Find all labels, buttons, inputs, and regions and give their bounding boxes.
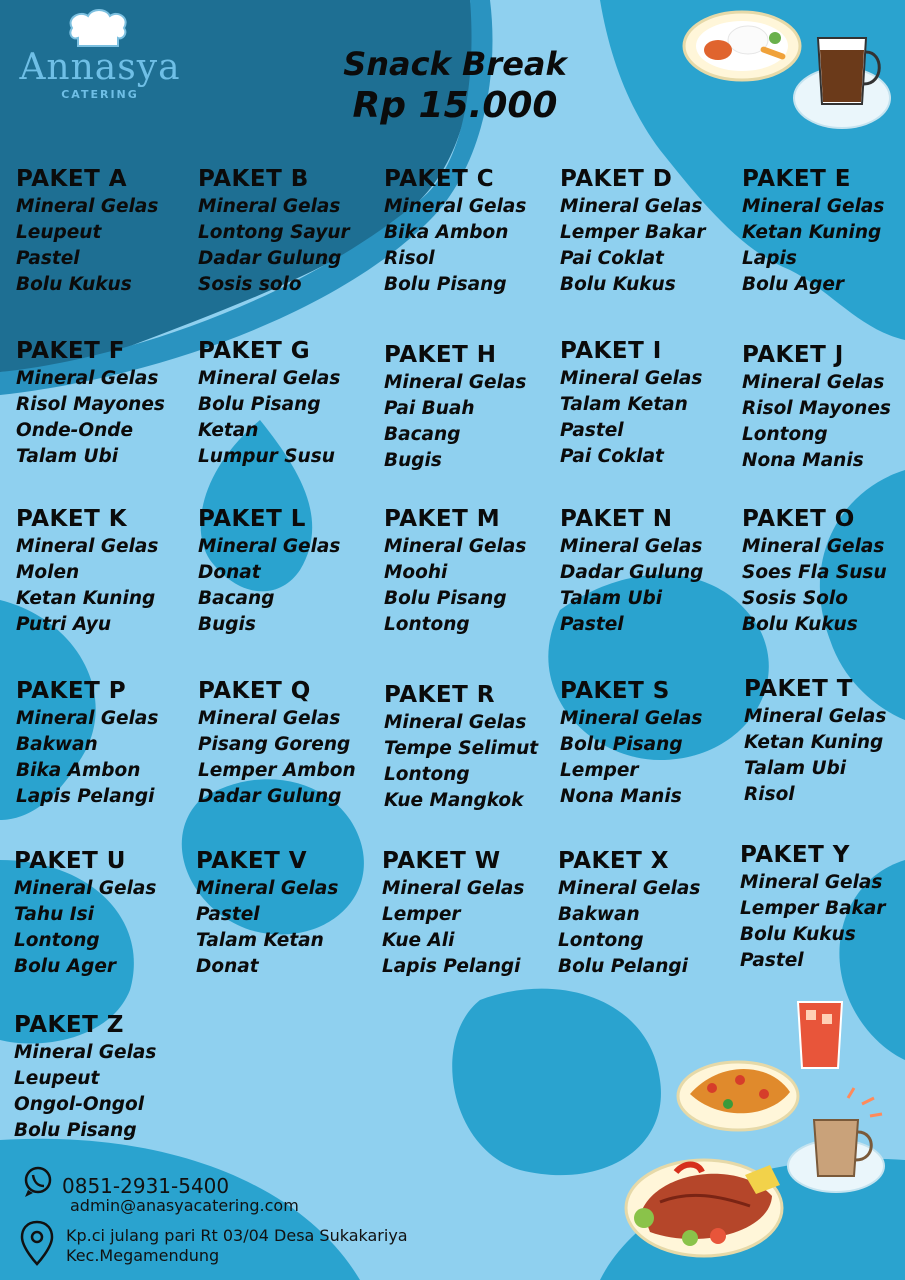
- package-name: PAKET U: [14, 848, 126, 874]
- package-item: Talam Ketan: [196, 930, 324, 951]
- package-item: Mineral Gelas: [384, 712, 527, 733]
- package-item: Ongol-Ongol: [14, 1094, 145, 1115]
- package-item: Donat: [196, 956, 259, 977]
- package-item: Lumpur Susu: [198, 446, 335, 467]
- package-item: Talam Ketan: [560, 394, 688, 415]
- email-address: admin@anasyacatering.com: [70, 1196, 299, 1215]
- package-item: Mineral Gelas: [384, 196, 527, 217]
- package-item: Mineral Gelas: [558, 878, 701, 899]
- package-name: PAKET R: [384, 682, 495, 708]
- package-item: Bugis: [384, 450, 442, 471]
- package-item: Mineral Gelas: [198, 708, 341, 729]
- package-item: Bolu Pisang: [384, 588, 507, 609]
- package-item: Lemper Ambon: [198, 760, 356, 781]
- package-item: Dadar Gulung: [198, 248, 342, 269]
- package-name: PAKET J: [742, 342, 844, 368]
- package-item: Mineral Gelas: [14, 1042, 157, 1063]
- package-item: Bolu Pisang: [384, 274, 507, 295]
- package-item: Soes Fla Susu: [742, 562, 887, 583]
- package-item: Bolu Ager: [14, 956, 116, 977]
- package-card: [16, 336, 206, 470]
- package-card: [198, 164, 388, 298]
- address: [66, 1226, 408, 1266]
- package-item: Ketan Kuning: [744, 732, 884, 753]
- package-item: Lemper: [560, 760, 639, 781]
- package-item: Bolu Kukus: [16, 274, 132, 295]
- package-card: [558, 846, 748, 980]
- package-item: Sosis Solo: [742, 588, 848, 609]
- package-item: Ketan Kuning: [16, 588, 156, 609]
- package-item: Tempe Selimut: [384, 738, 539, 759]
- phone-number: 0851-2931-5400: [62, 1174, 230, 1198]
- package-item: Risol: [384, 248, 435, 269]
- package-item: Onde-Onde: [16, 420, 134, 441]
- package-name: PAKET X: [558, 848, 670, 874]
- package-item: Pai Buah: [384, 398, 475, 419]
- package-card: [14, 846, 204, 980]
- package-name: PAKET D: [560, 166, 673, 192]
- package-item: Pastel: [560, 420, 624, 441]
- package-item: Bacang: [384, 424, 461, 445]
- package-name: PAKET Y: [740, 842, 850, 868]
- snack-plate-icon: [678, 1062, 798, 1130]
- rice-plate-icon: [684, 12, 800, 80]
- package-item: Mineral Gelas: [16, 536, 159, 557]
- package-name: PAKET N: [560, 506, 673, 532]
- package-card: [742, 164, 905, 298]
- package-card: [560, 504, 750, 638]
- package-name: PAKET A: [16, 166, 128, 192]
- package-item: Ketan: [198, 420, 259, 441]
- package-card: [384, 164, 574, 298]
- package-item: Ketan Kuning: [742, 222, 882, 243]
- package-card: [384, 340, 574, 474]
- package-card: [560, 164, 750, 298]
- package-item: Bika Ambon: [384, 222, 509, 243]
- package-name: PAKET S: [560, 678, 670, 704]
- package-item: Bolu Kukus: [742, 614, 858, 635]
- package-item: Lapis: [742, 248, 797, 269]
- package-item: Lontong: [558, 930, 644, 951]
- brand-subtitle: CATERING: [61, 88, 139, 101]
- package-item: Lontong: [384, 614, 470, 635]
- package-item: Mineral Gelas: [742, 536, 885, 557]
- package-item: Bika Ambon: [16, 760, 141, 781]
- package-item: Mineral Gelas: [196, 878, 339, 899]
- package-card: [14, 1010, 204, 1144]
- package-item: Lapis Pelangi: [382, 956, 521, 977]
- package-item: Pastel: [560, 614, 624, 635]
- package-name: PAKET O: [742, 506, 855, 532]
- package-item: Mineral Gelas: [384, 536, 527, 557]
- package-name: PAKET C: [384, 166, 495, 192]
- package-item: Bakwan: [16, 734, 98, 755]
- package-name: PAKET E: [742, 166, 851, 192]
- package-item: Mineral Gelas: [560, 536, 703, 557]
- package-card: [560, 336, 750, 470]
- package-item: Bolu Pisang: [198, 394, 321, 415]
- package-name: PAKET V: [196, 848, 308, 874]
- package-item: Mineral Gelas: [16, 368, 159, 389]
- package-card: [384, 680, 574, 814]
- package-item: Bolu Pisang: [560, 734, 683, 755]
- package-item: Mineral Gelas: [198, 368, 341, 389]
- iced-tea-glass-icon: [798, 1002, 842, 1068]
- package-name: PAKET F: [16, 338, 125, 364]
- package-card: [740, 840, 905, 974]
- package-card: [196, 846, 386, 980]
- package-card: [198, 676, 388, 810]
- package-item: Pastel: [16, 248, 80, 269]
- package-name: PAKET H: [384, 342, 497, 368]
- menu-title: Snack Break: [343, 45, 567, 83]
- package-item: Lemper Bakar: [740, 898, 886, 919]
- package-item: Risol Mayones: [16, 394, 165, 415]
- package-item: Lemper: [382, 904, 461, 925]
- package-card: [198, 336, 388, 470]
- package-item: Mineral Gelas: [740, 872, 883, 893]
- package-name: PAKET I: [560, 338, 662, 364]
- noodle-plate-icon: [626, 1160, 782, 1256]
- package-item: Dadar Gulung: [198, 786, 342, 807]
- package-item: Bolu Kukus: [740, 924, 856, 945]
- package-item: Kue Mangkok: [384, 790, 524, 811]
- package-name: PAKET P: [16, 678, 127, 704]
- package-item: Pai Coklat: [560, 446, 664, 467]
- menu-price: Rp 15.000: [352, 85, 558, 126]
- package-item: Mineral Gelas: [16, 196, 159, 217]
- package-item: Donat: [198, 562, 261, 583]
- package-item: Lontong: [14, 930, 100, 951]
- package-item: Mineral Gelas: [382, 878, 525, 899]
- package-item: Nona Manis: [742, 450, 864, 471]
- package-item: Mineral Gelas: [744, 706, 887, 727]
- package-card: [198, 504, 388, 638]
- package-item: Lapis Pelangi: [16, 786, 155, 807]
- package-item: Bolu Ager: [742, 274, 844, 295]
- package-item: Bugis: [198, 614, 256, 635]
- package-item: Lontong: [384, 764, 470, 785]
- package-name: PAKET T: [744, 676, 853, 702]
- package-card: [16, 504, 206, 638]
- package-card: [742, 504, 905, 638]
- address-line-2: Kec.Megamendung: [66, 1246, 220, 1265]
- package-item: Dadar Gulung: [560, 562, 704, 583]
- package-name: PAKET Z: [14, 1012, 124, 1038]
- package-item: Leupeut: [16, 222, 102, 243]
- package-item: Mineral Gelas: [742, 196, 885, 217]
- package-item: Mineral Gelas: [560, 196, 703, 217]
- package-item: Moohi: [384, 562, 448, 583]
- package-item: Risol: [744, 784, 795, 805]
- package-name: PAKET K: [16, 506, 128, 532]
- package-item: Mineral Gelas: [560, 368, 703, 389]
- package-name: PAKET L: [198, 506, 306, 532]
- package-item: Mineral Gelas: [560, 708, 703, 729]
- package-item: Mineral Gelas: [384, 372, 527, 393]
- package-item: Pai Coklat: [560, 248, 664, 269]
- package-card: [744, 674, 905, 808]
- package-item: Bolu Pisang: [14, 1120, 137, 1141]
- package-item: Lemper Bakar: [560, 222, 706, 243]
- package-item: Talam Ubi: [560, 588, 663, 609]
- package-item: Mineral Gelas: [16, 708, 159, 729]
- package-item: Pastel: [196, 904, 260, 925]
- package-name: PAKET G: [198, 338, 311, 364]
- package-item: Bacang: [198, 588, 275, 609]
- package-item: Mineral Gelas: [14, 878, 157, 899]
- package-item: Bolu Pelangi: [558, 956, 688, 977]
- package-name: PAKET B: [198, 166, 309, 192]
- brand-logo: [10, 14, 190, 101]
- package-item: Risol Mayones: [742, 398, 891, 419]
- package-item: Lontong: [742, 424, 828, 445]
- package-item: Nona Manis: [560, 786, 682, 807]
- package-card: [16, 164, 206, 298]
- package-item: Sosis solo: [198, 274, 302, 295]
- package-card: [560, 676, 750, 810]
- package-name: PAKET Q: [198, 678, 311, 704]
- package-item: Pastel: [740, 950, 804, 971]
- package-card: [742, 340, 905, 474]
- package-item: Lontong Sayur: [198, 222, 350, 243]
- package-item: Talam Ubi: [744, 758, 847, 779]
- menu-header: [300, 44, 610, 128]
- package-item: Molen: [16, 562, 80, 583]
- package-item: Pisang Goreng: [198, 734, 351, 755]
- package-item: Bolu Kukus: [560, 274, 676, 295]
- package-card: [382, 846, 572, 980]
- package-card: [16, 676, 206, 810]
- package-name: PAKET W: [382, 848, 501, 874]
- package-item: Leupeut: [14, 1068, 100, 1089]
- package-item: Kue Ali: [382, 930, 455, 951]
- package-item: Mineral Gelas: [742, 372, 885, 393]
- address-line-1: Kp.ci julang pari Rt 03/04 Desa Sukakariya: [66, 1226, 408, 1245]
- package-item: Putri Ayu: [16, 614, 112, 635]
- brand-name: Annasya: [19, 47, 181, 88]
- package-name: PAKET M: [384, 506, 501, 532]
- package-item: Talam Ubi: [16, 446, 119, 467]
- package-item: Tahu Isi: [14, 904, 94, 925]
- package-item: Mineral Gelas: [198, 196, 341, 217]
- package-item: Bakwan: [558, 904, 640, 925]
- package-card: [384, 504, 574, 638]
- package-item: Mineral Gelas: [198, 536, 341, 557]
